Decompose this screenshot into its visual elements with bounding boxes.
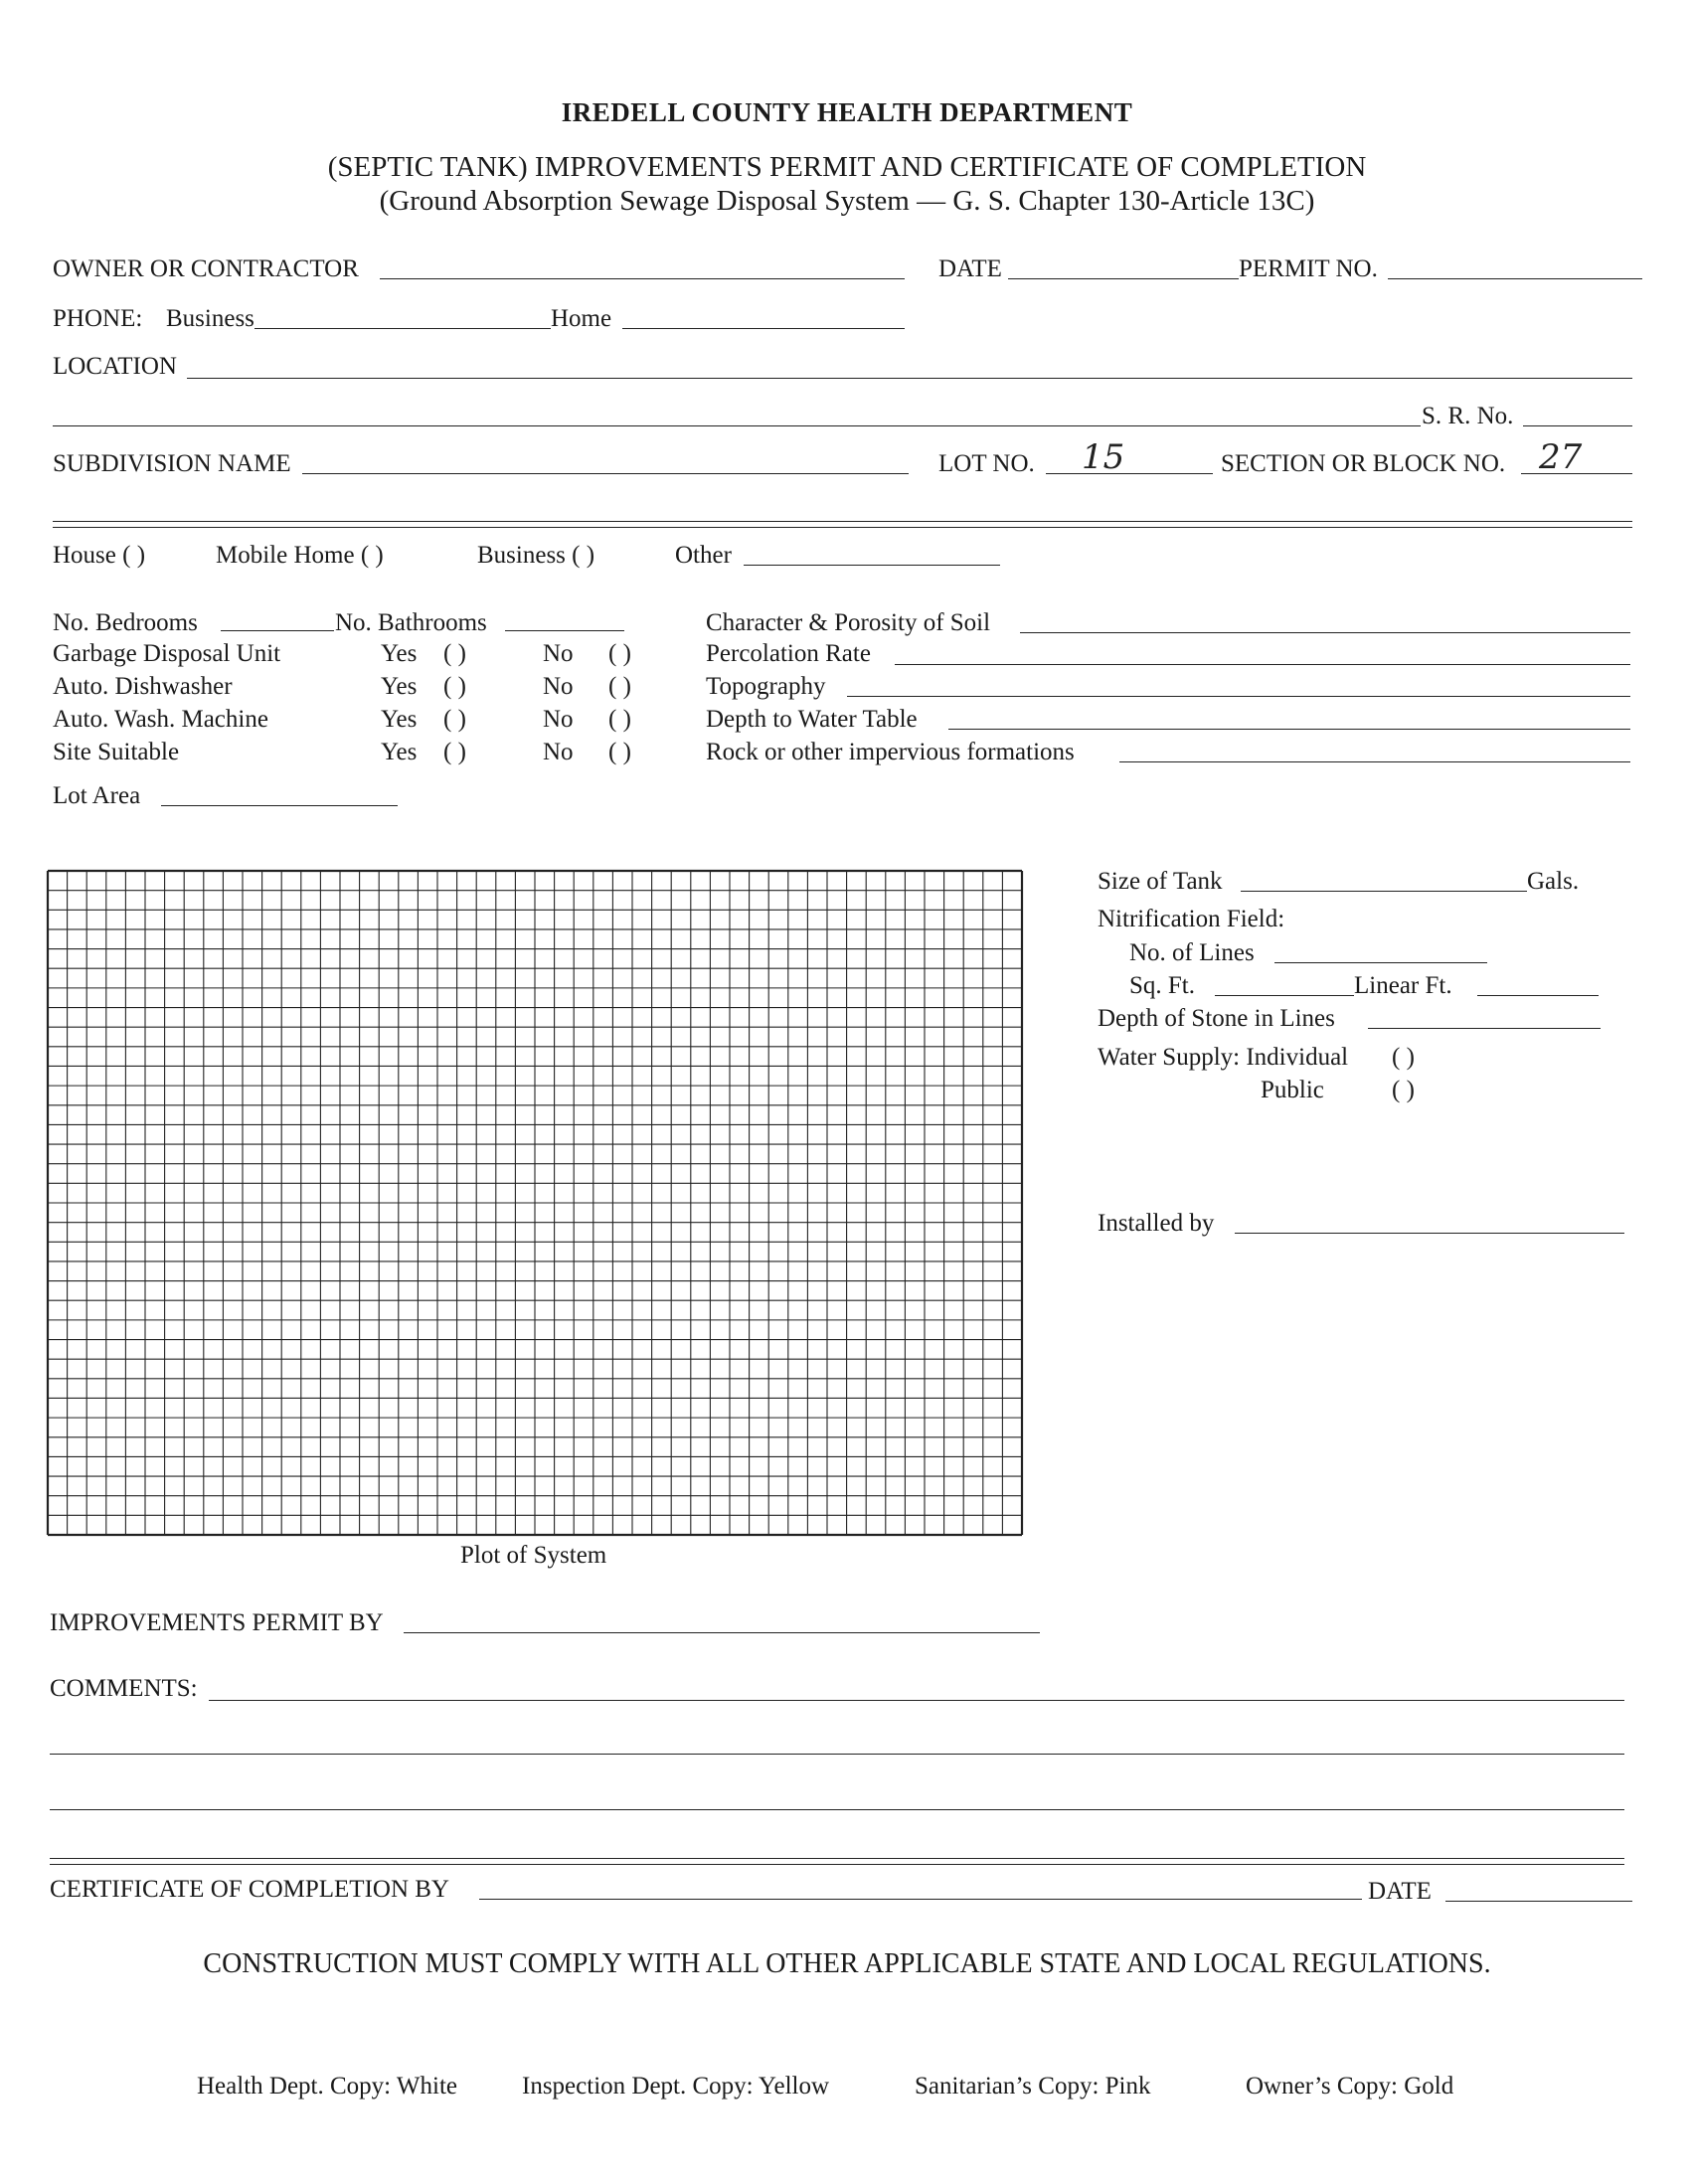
water-public-label: Public (1261, 1077, 1324, 1103)
soil-row-field[interactable] (847, 696, 1630, 697)
feature-row-label: Auto. Dishwasher (53, 673, 233, 700)
lot-value: 15 (1082, 437, 1125, 477)
subdivision-field[interactable] (302, 473, 909, 474)
soil-row-label: Percolation Rate (706, 640, 871, 667)
no-checkbox[interactable]: ( ) (608, 706, 631, 733)
form-title: (SEPTIC TANK) IMPROVEMENTS PERMIT AND CERTIFICATE OF COMPLETION (327, 151, 1367, 183)
bathrooms-label: No. Bathrooms (335, 609, 487, 636)
soil-row-label: Character & Porosity of Soil (706, 609, 991, 636)
section-label: SECTION OR BLOCK NO. (1221, 450, 1506, 477)
installed-by-label: Installed by (1098, 1210, 1215, 1237)
plot-grid[interactable] (46, 869, 1024, 1537)
owner-label: OWNER OR CONTRACTOR (53, 255, 359, 282)
yes-label: Yes (381, 739, 418, 765)
no-label: No (543, 640, 574, 667)
soil-row-label: Rock or other impervious formations (706, 739, 1075, 765)
yes-checkbox[interactable]: ( ) (443, 739, 466, 765)
date-field[interactable] (1008, 278, 1239, 279)
no-checkbox[interactable]: ( ) (608, 739, 631, 765)
certificate-date-field[interactable] (1445, 1901, 1632, 1902)
nitrification-label: Nitrification Field: (1098, 906, 1285, 932)
permit-field[interactable] (1388, 278, 1642, 279)
no-checkbox[interactable]: ( ) (608, 640, 631, 667)
copy-distribution: Owner’s Copy: Gold (1246, 2073, 1454, 2100)
comments-field-3[interactable] (50, 1809, 1624, 1810)
bathrooms-field[interactable] (505, 630, 624, 631)
sr-field[interactable] (1523, 425, 1632, 426)
other-label: Other (675, 542, 732, 569)
comments-field-2[interactable] (50, 1754, 1624, 1755)
soil-row-field[interactable] (948, 729, 1630, 730)
bedrooms-field[interactable] (221, 630, 334, 631)
phone-label: PHONE: (53, 305, 143, 332)
subdivision-label: SUBDIVISION NAME (53, 450, 291, 477)
lot-field[interactable] (1046, 473, 1213, 474)
water-individual-checkbox[interactable]: ( ) (1392, 1044, 1415, 1071)
yes-label: Yes (381, 640, 418, 667)
certificate-date-label: DATE (1368, 1878, 1432, 1905)
stone-depth-field[interactable] (1368, 1028, 1601, 1029)
business-phone-label: Business (166, 305, 254, 332)
home-phone-label: Home (551, 305, 612, 332)
sr-label: S. R. No. (1422, 403, 1514, 429)
location-field-2[interactable] (53, 425, 1421, 426)
soil-row-field[interactable] (1020, 632, 1630, 633)
section-value: 27 (1539, 437, 1583, 477)
lot-label: LOT NO. (938, 450, 1035, 477)
sqft-label: Sq. Ft. (1129, 972, 1196, 999)
yes-checkbox[interactable]: ( ) (443, 640, 466, 667)
comments-label: COMMENTS: (50, 1675, 198, 1702)
home-phone-field[interactable] (622, 328, 905, 329)
divider-rule (50, 1864, 1624, 1865)
copy-distribution: Sanitarian’s Copy: Pink (915, 2073, 1151, 2100)
lines-field[interactable] (1274, 962, 1487, 963)
linear-ft-field[interactable] (1477, 995, 1599, 996)
feature-row-label: Garbage Disposal Unit (53, 640, 281, 667)
no-label: No (543, 673, 574, 700)
divider-rule (53, 527, 1632, 528)
gals-label: Gals. (1527, 868, 1580, 895)
tank-size-field[interactable] (1241, 891, 1527, 892)
business-phone-field[interactable] (254, 328, 551, 329)
sqft-field[interactable] (1215, 995, 1354, 996)
compliance-notice: CONSTRUCTION MUST COMPLY WITH ALL OTHER APPLICABLE STATE AND LOCAL REGULATIONS. (203, 1948, 1491, 1979)
water-public-checkbox[interactable]: ( ) (1392, 1077, 1415, 1103)
comments-field[interactable] (209, 1700, 1624, 1701)
yes-label: Yes (381, 706, 418, 733)
lot-area-label: Lot Area (53, 782, 141, 809)
no-label: No (543, 739, 574, 765)
bedrooms-label: No. Bedrooms (53, 609, 198, 636)
divider-rule (50, 1858, 1624, 1859)
water-individual-label: Water Supply: Individual (1098, 1044, 1349, 1071)
permit-by-field[interactable] (404, 1632, 1040, 1633)
permit-by-label: IMPROVEMENTS PERMIT BY (50, 1609, 384, 1636)
certificate-field[interactable] (479, 1899, 1362, 1900)
tank-size-label: Size of Tank (1098, 868, 1223, 895)
yes-checkbox[interactable]: ( ) (443, 706, 466, 733)
other-field[interactable] (744, 565, 1000, 566)
business-checkbox[interactable]: Business ( ) (477, 542, 595, 569)
certificate-label: CERTIFICATE OF COMPLETION BY (50, 1876, 449, 1903)
soil-row-field[interactable] (895, 664, 1630, 665)
lot-area-field[interactable] (161, 805, 398, 806)
plot-caption: Plot of System (460, 1542, 607, 1569)
lines-label: No. of Lines (1129, 939, 1255, 966)
linear-ft-label: Linear Ft. (1354, 972, 1452, 999)
no-label: No (543, 706, 574, 733)
no-checkbox[interactable]: ( ) (608, 673, 631, 700)
department-title: IREDELL COUNTY HEALTH DEPARTMENT (561, 97, 1133, 127)
mobile-home-checkbox[interactable]: Mobile Home ( ) (216, 542, 384, 569)
soil-row-field[interactable] (1119, 761, 1630, 762)
feature-row-label: Site Suitable (53, 739, 180, 765)
house-checkbox[interactable]: House ( ) (53, 542, 146, 569)
soil-row-label: Depth to Water Table (706, 706, 918, 733)
stone-depth-label: Depth of Stone in Lines (1098, 1005, 1335, 1032)
soil-row-label: Topography (706, 673, 826, 700)
permit-label: PERMIT NO. (1239, 255, 1378, 282)
copy-distribution: Inspection Dept. Copy: Yellow (522, 2073, 830, 2100)
form-subtitle: (Ground Absorption Sewage Disposal System — G. S. Chapter 130-Article 13C) (379, 185, 1315, 217)
owner-field[interactable] (380, 278, 905, 279)
yes-label: Yes (381, 673, 418, 700)
yes-checkbox[interactable]: ( ) (443, 673, 466, 700)
feature-row-label: Auto. Wash. Machine (53, 706, 268, 733)
location-field[interactable] (187, 378, 1632, 379)
location-label: LOCATION (53, 353, 177, 380)
date-label: DATE (938, 255, 1002, 282)
divider-rule (53, 521, 1632, 522)
installed-by-field[interactable] (1235, 1233, 1624, 1234)
copy-distribution: Health Dept. Copy: White (197, 2073, 457, 2100)
